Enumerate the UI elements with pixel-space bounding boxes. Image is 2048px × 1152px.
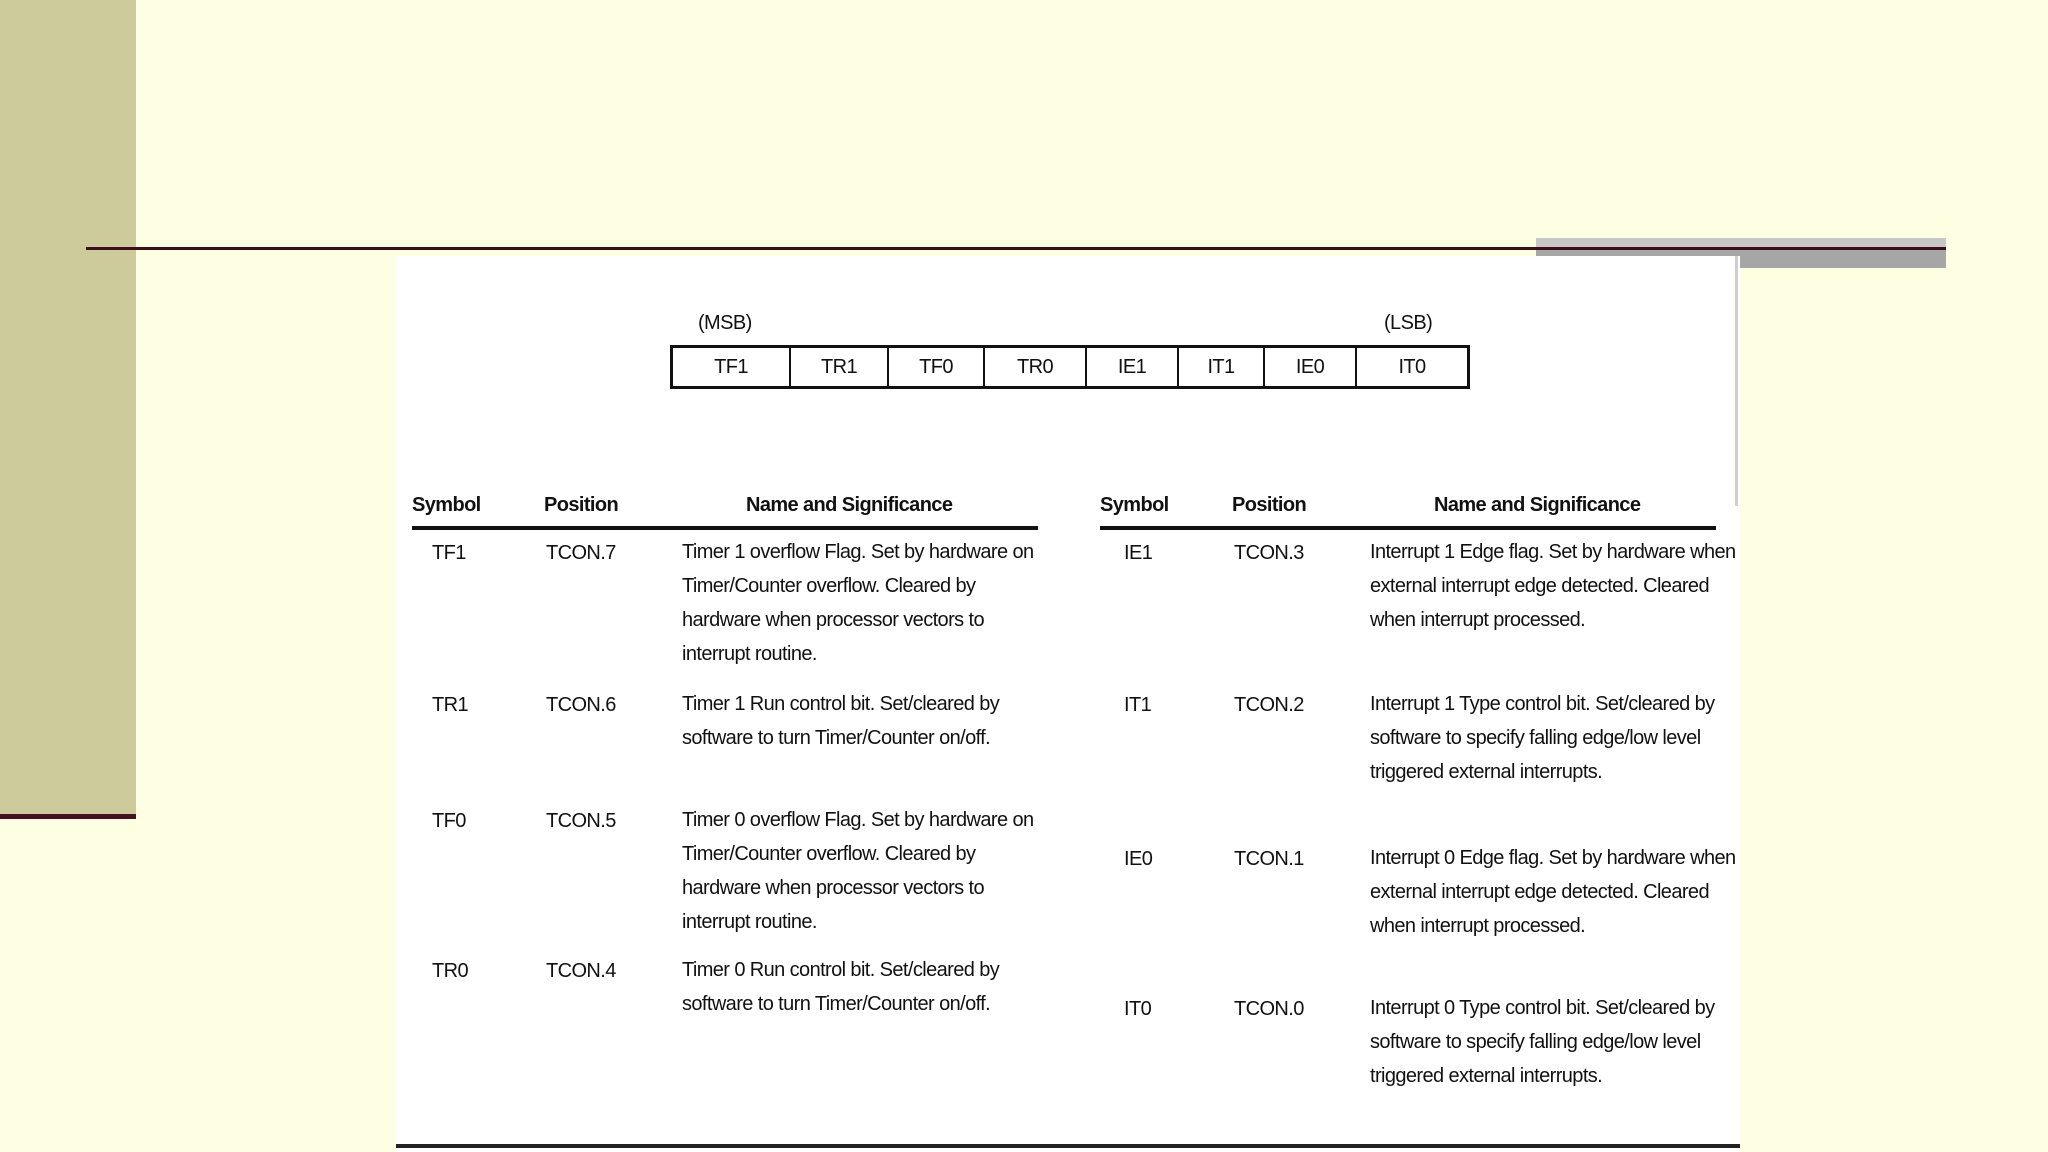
table-row-symbol: TF0 [432,810,466,832]
table-row-symbol: TR0 [432,960,468,982]
left-header-name: Name and Significance [746,494,953,516]
right-header-symbol: Symbol [1100,494,1169,516]
left-header-position: Position [544,494,619,516]
figure-bottom-rule [396,1144,1740,1148]
left-header-rule [412,526,1038,530]
register-bit: TF0 [889,348,985,386]
register-bit: IT0 [1398,355,1426,378]
table-row-position: TCON.1 [1234,848,1304,870]
table-row-position: TCON.6 [546,694,616,716]
table-row-description: Timer 1 Run control bit. Set/cleared by software to turn Timer/Counter on/off. [682,693,1000,749]
table-row-description: Timer 1 overflow Flag. Set by hardware on Timer/Counter overflow. Cleared by hardware when processor vectors to interrupt routine. [682,541,1034,665]
table-row-symbol: IT1 [1124,694,1152,716]
left-decor-band [0,0,136,814]
register-bit: IT1 [1179,348,1265,386]
table-row-symbol: IE0 [1124,848,1153,870]
figure-right-edge [1735,256,1738,506]
register-bit-row [670,345,1470,389]
register-bit: TR0 [985,348,1087,386]
table-row-position: TCON.0 [1234,998,1304,1020]
table-row-position: TCON.3 [1234,542,1304,564]
table-row-description: Interrupt 0 Edge flag. Set by hardware when external interrupt edge detected. Cleared when interrupt processed. [1370,847,1736,937]
right-header-rule [1100,526,1716,530]
msb-label: (MSB) [698,312,752,334]
table-row-position: TCON.7 [546,542,616,564]
register-bit: IE0 [1265,348,1357,386]
right-header-name: Name and Significance [1434,494,1641,516]
table-row-position: TCON.5 [546,810,616,832]
table-row-position: TCON.4 [546,960,616,982]
table-row-description: Timer 0 overflow Flag. Set by hardware on Timer/Counter overflow. Cleared by hardware when processor vectors to interrupt routine. [682,809,1034,933]
table-row-symbol: TF1 [432,542,466,564]
right-header-position: Position [1232,494,1307,516]
table-row-symbol: IT0 [1124,998,1152,1020]
table-row-symbol: IE1 [1124,542,1153,564]
lsb-label: (LSB) [1384,312,1433,334]
tcon-register-figure [396,256,1740,1152]
title-rule [86,247,1946,250]
table-row-description: Interrupt 1 Type control bit. Set/cleared by software to specify falling edge/low level triggered external interrupts. [1370,693,1715,783]
table-row-description: Interrupt 0 Type control bit. Set/cleared by software to specify falling edge/low level triggered external interrupts. [1370,997,1715,1087]
register-bit: TR1 [791,348,889,386]
table-row-description: Timer 0 Run control bit. Set/cleared by software to turn Timer/Counter on/off. [682,959,1000,1015]
table-row-position: TCON.2 [1234,694,1304,716]
left-header-symbol: Symbol [412,494,481,516]
register-bit: IE1 [1087,348,1179,386]
left-band-rule [0,814,136,819]
table-row-symbol: TR1 [432,694,468,716]
table-row-description: Interrupt 1 Edge flag. Set by hardware when external interrupt edge detected. Cleared when interrupt processed. [1370,541,1736,631]
register-bit: TF1 [673,348,791,386]
